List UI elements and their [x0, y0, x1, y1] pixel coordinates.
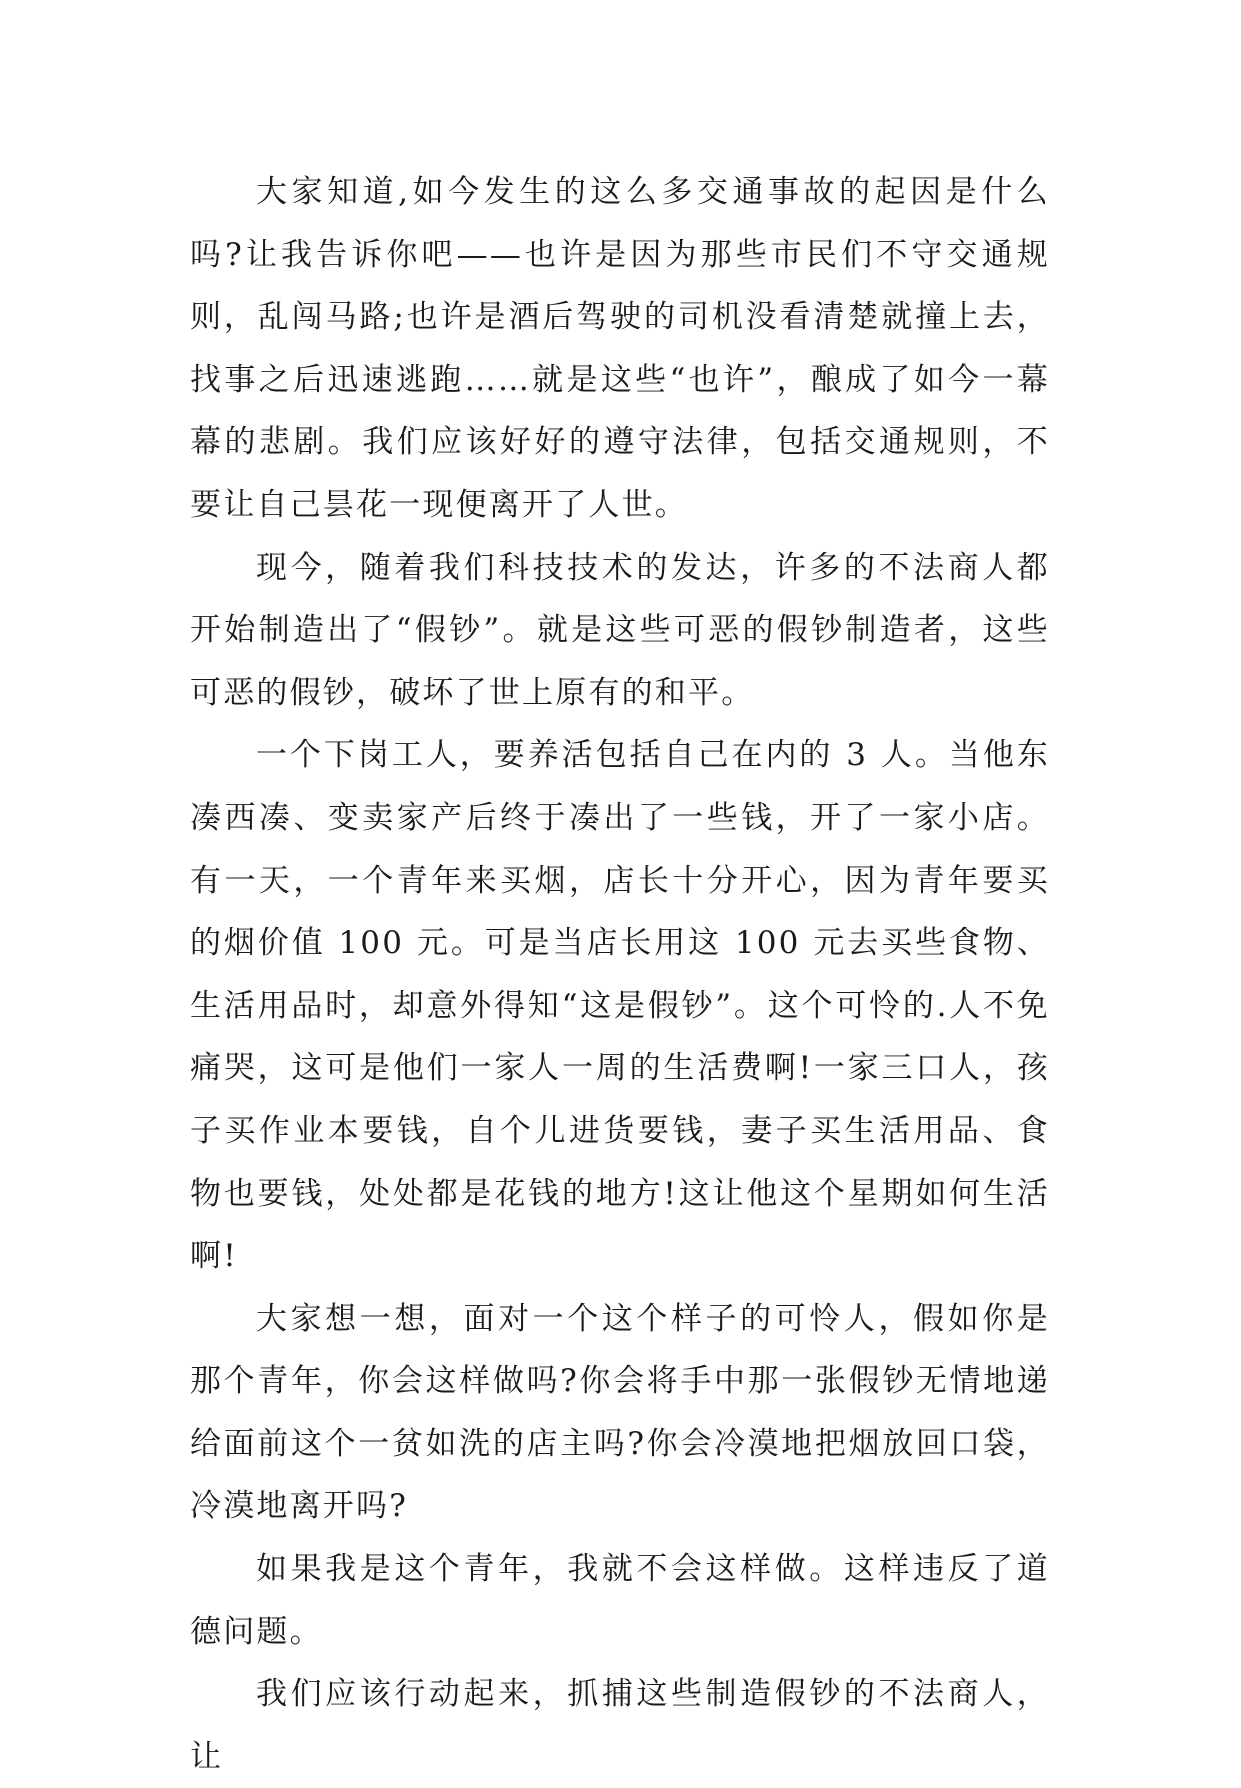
paragraph-reflection-questions: 大家想一想，面对一个这个样子的可怜人，假如你是那个青年，你会这样做吗?你会将手中那一张假钞无情地递给面前这个一贫如洗的店主吗?你会冷漠地把烟放回口袋，冷漠地离开吗? [190, 1300, 1050, 1525]
paragraph-counterfeit-money: 现今，随着我们科技技术的发达，许多的不法商人都开始制造出了“假钞”。就是这些可恶的假钞制造者，这些可恶的假钞，破坏了世上原有的和平。 [190, 549, 1050, 711]
paragraph-traffic-accidents: 大家知道,如今发生的这么多交通事故的起因是什么吗?让我告诉你吧——也许是因为那些市民们不守交通规则，乱闯马路;也许是酒后驾驶的司机没看清楚就撞上去，找事之后迅速逃跑……就是这些“也许”，酿成了如今一幕幕的悲剧。我们应该好好的遵守法律，包括交通规则，不要让自己昙花一现便离开了人世。 [190, 174, 1050, 523]
paragraph-laid-off-worker-story: 一个下岗工人，要养活包括自己在内的 3 人。当他东凑西凑、变卖家产后终于凑出了一些钱，开了一家小店。有一天，一个青年来买烟，店长十分开心，因为青年要买的烟价值 100 元。可是当店长用这 100 元去买些食物、生活用品时，却意外得知“这是假钞”。这个可怜的.人不免痛哭，这可是他们一家人一周的生活费啊!一家三口人，孩子买作业本要钱，自个儿进货要钱，妻子买生活用品、食物也要钱，处处都是花钱的地方!这让他这个星期如何生活啊! [190, 737, 1050, 1275]
paragraph-personal-stance: 如果我是这个青年，我就不会这样做。这样违反了道德问题。 [190, 1551, 1050, 1650]
document-body [190, 161, 1050, 1788]
paragraph-call-to-action: 我们应该行动起来，抓捕这些制造假钞的不法商人，让 [190, 1676, 1050, 1775]
